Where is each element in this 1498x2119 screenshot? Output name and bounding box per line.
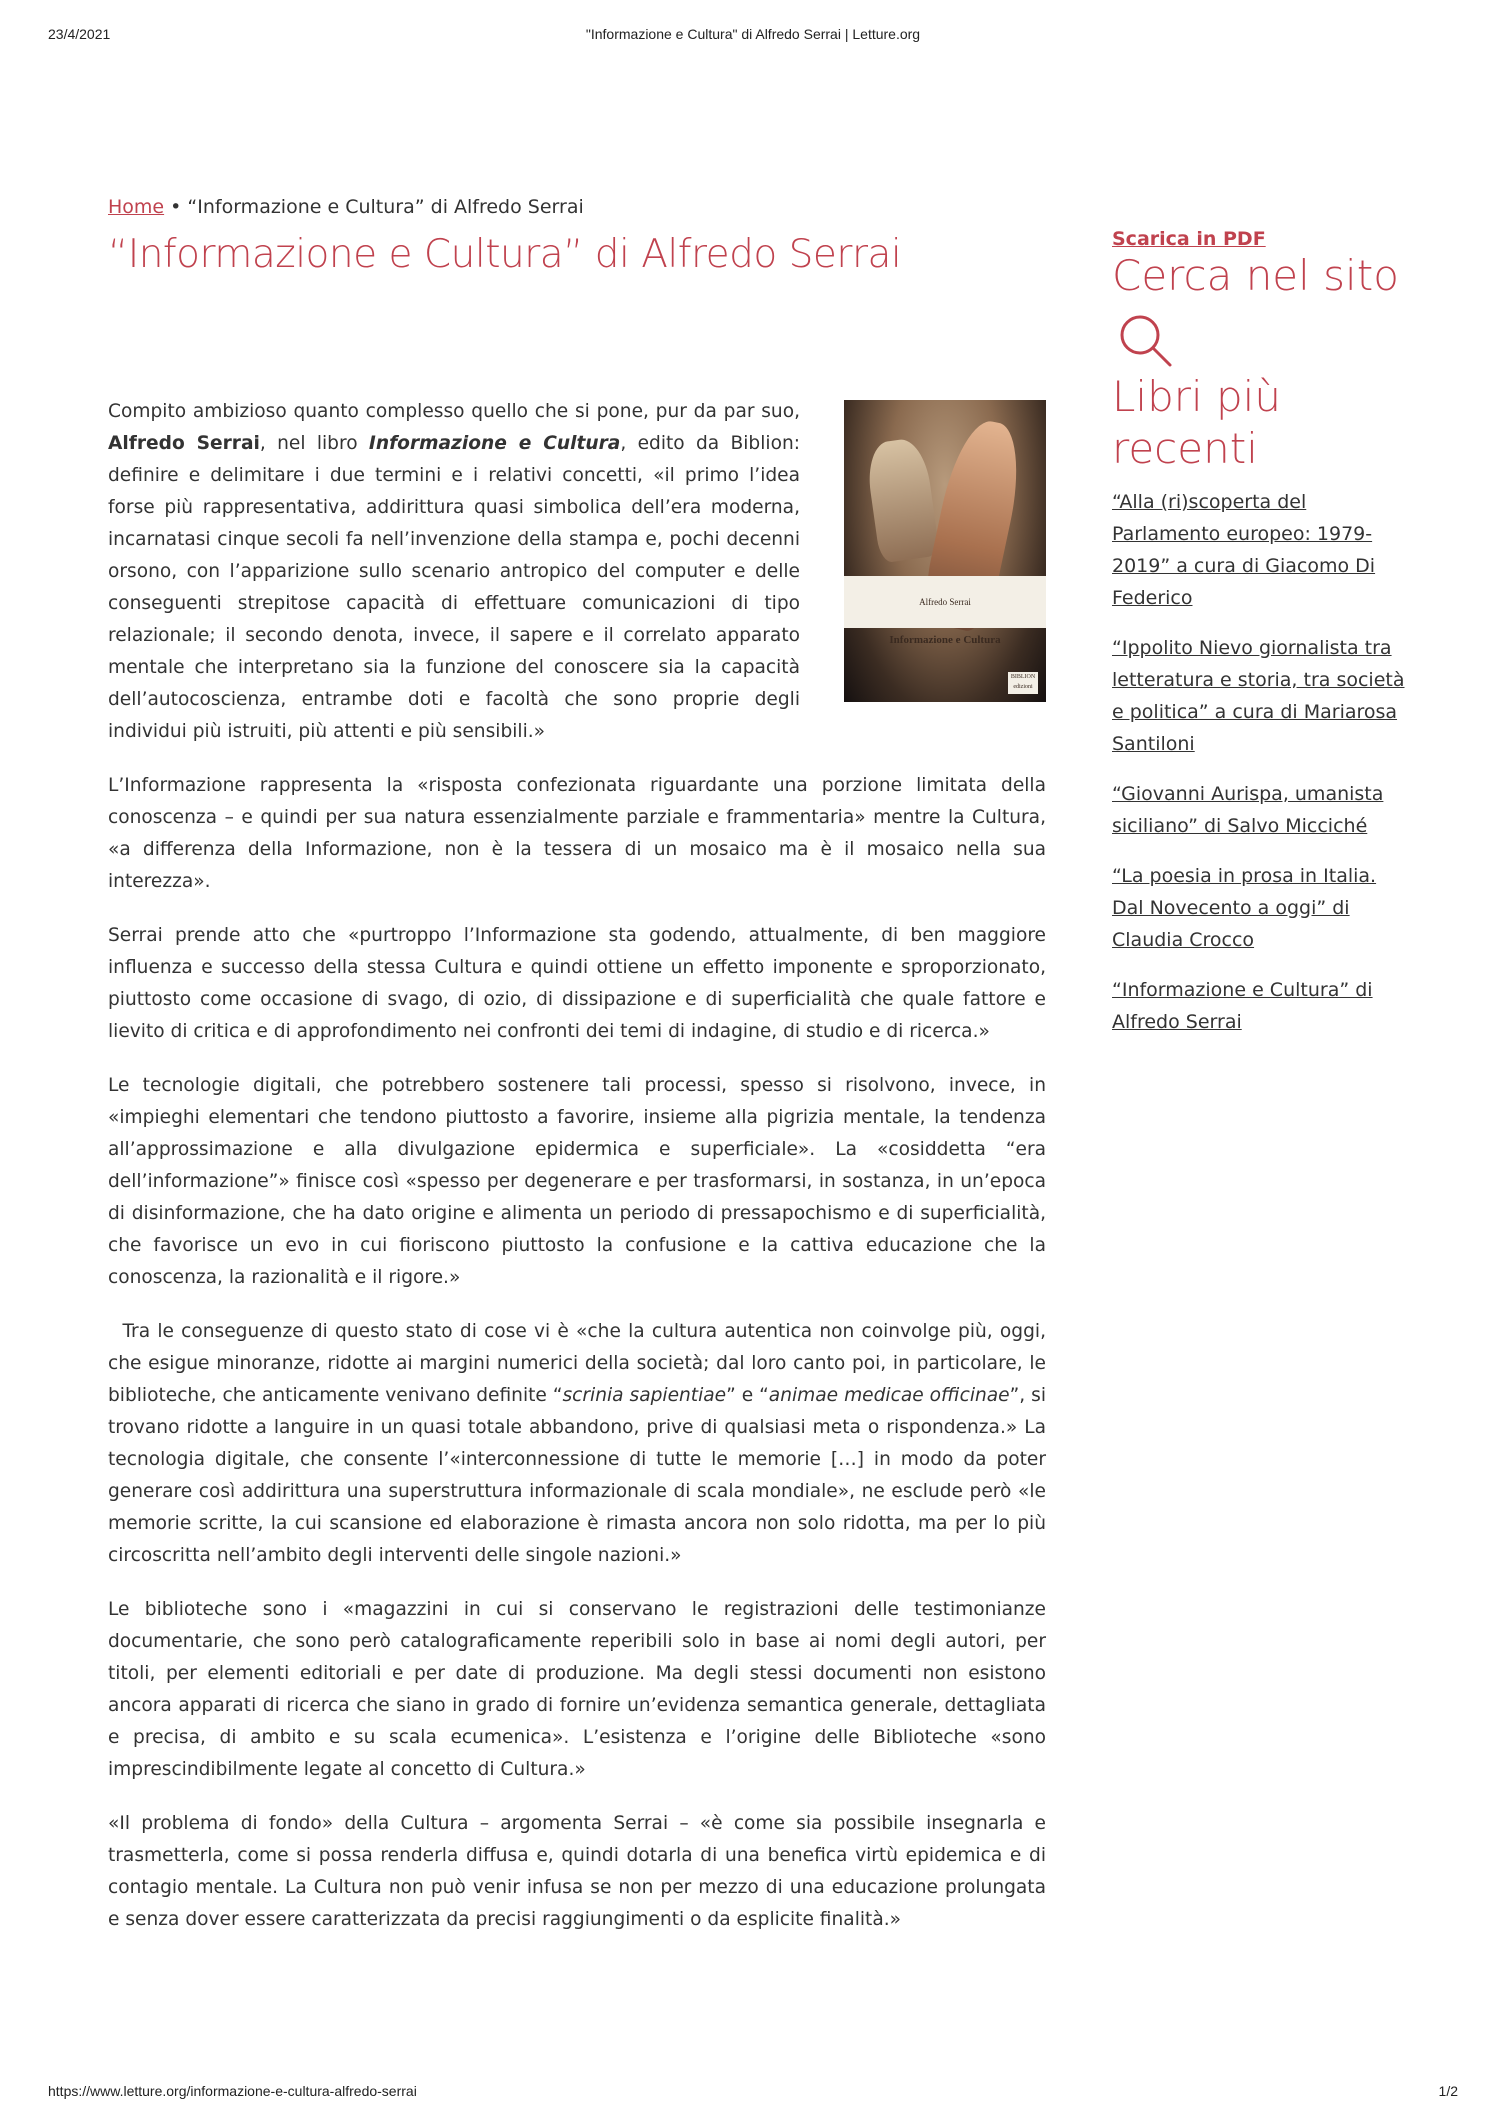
cover-title: Informazione e Cultura (889, 633, 1001, 646)
text-run: ”, si trovano ridotte a languire in un quasi totale abbandono, prive di qualsiasi meta o rispondenza.» La tecnologia digitale, che consente l’«interconnessione di tutte le memorie […] in modo da poter generare così addirittura una superstruttura informazionale di scala mondiale», ne esclude però «le memorie scritte, la cui scansione ed elaborazione è rimasta ancora non solo ridotta, ma per lo più circoscritta nell’ambito degli interventi delle singole nazioni.» (108, 1384, 1052, 1566)
text-run: , edito da Biblion: definire e delimitare i due termini e i relativi concetti, «il primo l’idea forse più rappresentativa, addirittura quasi simbolica dell’era moderna, incarnatasi cinque secoli fa nell’invenzione della stampa e, pochi decenni orsono, con l’apparizione sullo scenario antropico del computer e delle conseguenti strepitose capacità di effettuare comunicazioni di tipo relazionale; il secondo denota, invece, il sapere e il correlato apparato mentale che interpretano sia la funzione del conoscere sia la capacità dell’autocoscienza, entrambe doti e facoltà che sono proprie degli individui più istruiti, più attenti e più sensibili.» (108, 432, 800, 742)
list-item (1112, 778, 1412, 842)
article-paragraph-3: Serrai prende atto che «purtroppo l’Informazione sta godendo, attualmente, di ben maggiore influenza e successo della stessa Cultura e quindi ottiene un effetto imponente e sproporzionato, piuttosto come occasione di svago, di ozio, di dissipazione e di superficialità che quale fattore e lievito di critica e di approfondimento nei confronti dei temi di indagine, di studio e di ricerca.» (108, 924, 1046, 1042)
recent-book-link[interactable]: “La poesia in prosa in Italia. Dal Novecento a oggi” di Claudia Crocco (1112, 864, 1377, 951)
print-footer (48, 2083, 1458, 2099)
recent-books-heading: Libri più recenti (1112, 371, 1281, 473)
article-column (108, 196, 1052, 1958)
latin-phrase: scrinia sapientiae (562, 1384, 727, 1406)
print-page-number: 1/2 (1438, 2083, 1458, 2099)
article-paragraph-6: Le biblioteche sono i «magazzini in cui si conservano le registrazioni delle testimonianze documentarie, che sono però catalograficamente reperibili solo in base ai nomi degli autori, per titoli, per elementi editoriali e per date di produzione. Ma degli stessi documenti non esistono ancora apparati di ricerca che siano in grado di fornire un’evidenza semantica generale, dettagliata e precisa, di ambito e su scala ecumenica». L’esistenza e l’origine delle Biblioteche «sono imprescindibilmente legate al concetto di Cultura.» (108, 1598, 1046, 1780)
author-name: Alfredo Serrai (108, 432, 260, 454)
article-paragraph-4: Le tecnologie digitali, che potrebbero sostenere tali processi, spesso si risolvono, invece, in «impieghi elementari che tendono piuttosto a favorire, insieme alla pigrizia mentale, la tendenza all’approssimazione e alla divulgazione epidermica e superficiale». La «cosiddetta “era dell’informazione”» finisce così «spesso per degenerare e per trasformarsi, in sostanza, in un’epoca di disinformazione, che ha dato origine e alimenta un periodo di pressapochismo e di superficialità, che favorisce un evo in cui fioriscono piuttosto la confusione e la cattiva educazione che la conoscenza, la razionalità e il rigore.» (108, 1074, 1046, 1288)
text-run: Tra le conseguenze di questo stato di cose vi è «che la cultura autentica non coinvolge più, oggi, che esigue minoranze, ridotte ai margini numerici della società; dal loro canto poi, in particolare, le biblioteche, che anticamente venivano definite “ (108, 1320, 1052, 1406)
text-run: ” e “ (726, 1384, 769, 1406)
cover-author: Alfredo Serrai (919, 596, 971, 607)
article-paragraph-7: «Il problema di fondo» della Cultura – argomenta Serrai – «è come sia possibile insegnarla e trasmetterla, come si possa renderla diffusa e, quindi dotarla di una benefica virtù epidemica e di contagio mentale. La Cultura non può venir infusa se non per mezzo di una educazione prolungata e senza dover essere caratterizzata da precisi raggiungimenti o da esplicite finalità.» (108, 1812, 1046, 1930)
book-title: Informazione e Cultura (368, 432, 621, 454)
list-item (1112, 632, 1412, 760)
article-paragraph-5 (108, 1316, 1052, 1572)
recent-book-link[interactable]: “Ippolito Nievo giornalista tra letteratura e storia, tra società e politica” a cura di Mariarosa Santiloni (1112, 636, 1405, 755)
print-page-title: "Informazione e Cultura" di Alfredo Serrai | Letture.org (585, 26, 921, 42)
recent-book-link[interactable]: “Alla (ri)scoperta del Parlamento europeo: 1979-2019” a cura di Giacomo Di Federico (1112, 490, 1376, 609)
search-heading: Cerca nel sito (1112, 251, 1399, 300)
download-pdf-link[interactable]: Scarica in PDF (1112, 228, 1266, 250)
text-run: , nel libro (259, 432, 369, 454)
recent-book-link[interactable]: “Informazione e Cultura” di Alfredo Serrai (1112, 978, 1373, 1033)
sidebar (1112, 228, 1412, 1056)
article-paragraph-2: L’Informazione rappresenta la «risposta confezionata riguardante una porzione limitata della conoscenza – e quindi per sua natura essenzialmente parziale e frammentaria» mentre la Cultura, «a differenza della Informazione, non è la tessera di un mosaico ma è il mosaico nella sua interezza». (108, 774, 1046, 892)
text-run: Compito ambizioso quanto complesso quello che si pone, pur da par suo, (108, 400, 800, 422)
breadcrumb (108, 196, 1046, 218)
cover-title-band (844, 576, 1046, 646)
list-item (1112, 974, 1412, 1038)
page-title: “Informazione e Cultura” di Alfredo Serrai (108, 232, 902, 277)
list-item (1112, 860, 1412, 956)
article-body (108, 396, 1052, 1936)
print-date: 23/4/2021 (48, 26, 111, 42)
recent-books-list (1112, 486, 1412, 1038)
search-icon[interactable] (1116, 311, 1176, 371)
cover-publisher-logo: BIBLION edizioni (1008, 672, 1038, 694)
breadcrumb-current: “Informazione e Cultura” di Alfredo Serrai (187, 196, 584, 218)
latin-phrase: animae medicae officinae (768, 1384, 1010, 1406)
cover-art-figure (864, 436, 940, 563)
book-cover-image (844, 400, 1046, 702)
print-url: https://www.letture.org/informazione-e-cultura-alfredo-serrai (48, 2083, 417, 2099)
list-item (1112, 486, 1412, 614)
article-paragraph-1 (108, 396, 1046, 748)
breadcrumb-home-link[interactable]: Home (108, 196, 165, 218)
breadcrumb-separator: • (164, 196, 188, 218)
recent-book-link[interactable]: “Giovanni Aurispa, umanista siciliano” di Salvo Micciché (1112, 782, 1384, 837)
